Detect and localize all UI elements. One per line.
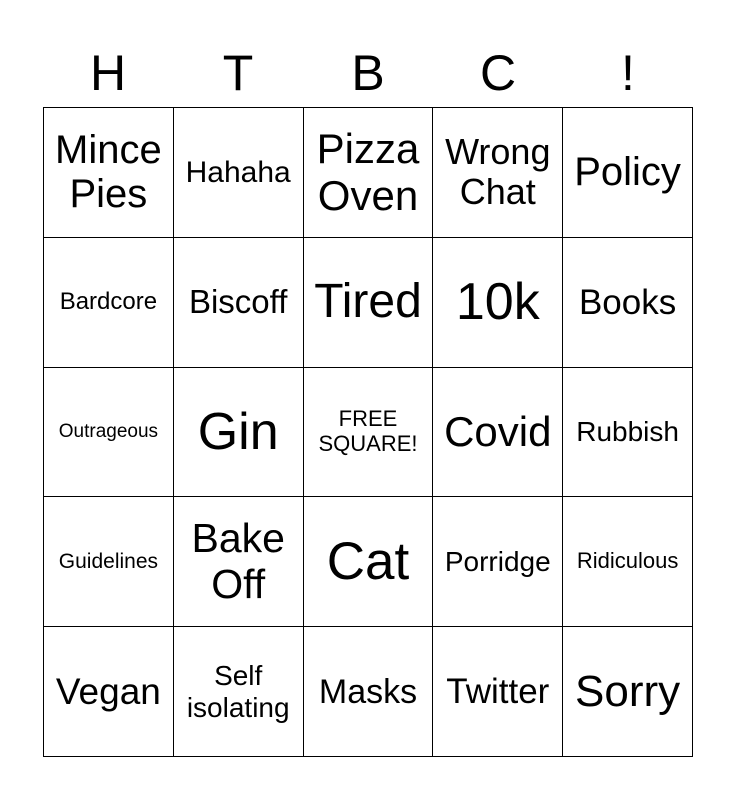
cell-text: Ridiculous <box>576 548 679 574</box>
bingo-cell-r2c2[interactable] <box>174 238 304 368</box>
cell-text: Rubbish <box>576 416 679 448</box>
bingo-cell-r1c1[interactable] <box>44 108 174 238</box>
cell-text: Outrageous <box>58 421 159 443</box>
bingo-cell-r3c1[interactable] <box>44 368 174 498</box>
cell-text: Policy <box>574 150 681 194</box>
cell-text: Guidelines <box>58 550 159 574</box>
cell-text: Sorry <box>575 666 681 716</box>
cell-text: Mince Pies <box>55 127 162 217</box>
header-letter-c: C <box>479 45 517 101</box>
cell-text: Twitter <box>446 672 550 711</box>
free-space-label: FREE SQUARE! <box>318 406 418 456</box>
bingo-cell-r5c3[interactable] <box>304 627 434 757</box>
cell-text: Biscoff <box>188 282 288 320</box>
bingo-cell-r1c4[interactable] <box>433 108 563 238</box>
cell-text: Gin <box>197 402 279 461</box>
bingo-cell-r2c5[interactable] <box>563 238 693 368</box>
cell-text: Bardcore <box>59 287 158 315</box>
free-space-cell[interactable] <box>304 368 434 498</box>
bingo-cell-r5c1[interactable] <box>44 627 174 757</box>
header-letter-exclamation: ! <box>621 45 635 101</box>
bingo-cell-r3c2[interactable] <box>174 368 304 498</box>
bingo-cell-r4c5[interactable] <box>563 497 693 627</box>
bingo-cell-r1c3[interactable] <box>304 108 434 238</box>
bingo-board <box>43 107 693 757</box>
cell-text: Porridge <box>444 546 551 578</box>
bingo-cell-r3c4[interactable] <box>433 368 563 498</box>
cell-text: Covid <box>444 408 552 456</box>
cell-text: 10k <box>455 273 540 332</box>
cell-text: Pizza Oven <box>316 125 420 220</box>
bingo-cell-r5c5[interactable] <box>563 627 693 757</box>
cell-text: Cat <box>326 532 410 592</box>
bingo-cell-r4c2[interactable] <box>174 497 304 627</box>
bingo-header <box>43 42 693 104</box>
bingo-cell-r2c1[interactable] <box>44 238 174 368</box>
cell-text: Hahaha <box>185 155 291 189</box>
bingo-cell-r4c4[interactable] <box>433 497 563 627</box>
cell-text: Masks <box>318 672 418 711</box>
header-letter-b: B <box>351 45 385 101</box>
cell-text: Books <box>578 282 677 322</box>
bingo-cell-r5c2[interactable] <box>174 627 304 757</box>
cell-text: Self isolating <box>186 660 290 723</box>
bingo-cell-r5c4[interactable] <box>433 627 563 757</box>
cell-text: Wrong Chat <box>445 131 551 213</box>
header-letter-t: T <box>222 45 254 101</box>
bingo-cell-r2c4[interactable] <box>433 238 563 368</box>
cell-text: Vegan <box>55 670 161 712</box>
cell-text: Tired <box>314 275 422 329</box>
bingo-cell-r3c5[interactable] <box>563 368 693 498</box>
cell-text: Bake Off <box>191 514 285 607</box>
bingo-cell-r4c3[interactable] <box>304 497 434 627</box>
bingo-cell-r2c3[interactable] <box>304 238 434 368</box>
header-letter-h: H <box>89 45 127 101</box>
bingo-cell-r1c2[interactable] <box>174 108 304 238</box>
bingo-cell-r4c1[interactable] <box>44 497 174 627</box>
bingo-cell-r1c5[interactable] <box>563 108 693 238</box>
